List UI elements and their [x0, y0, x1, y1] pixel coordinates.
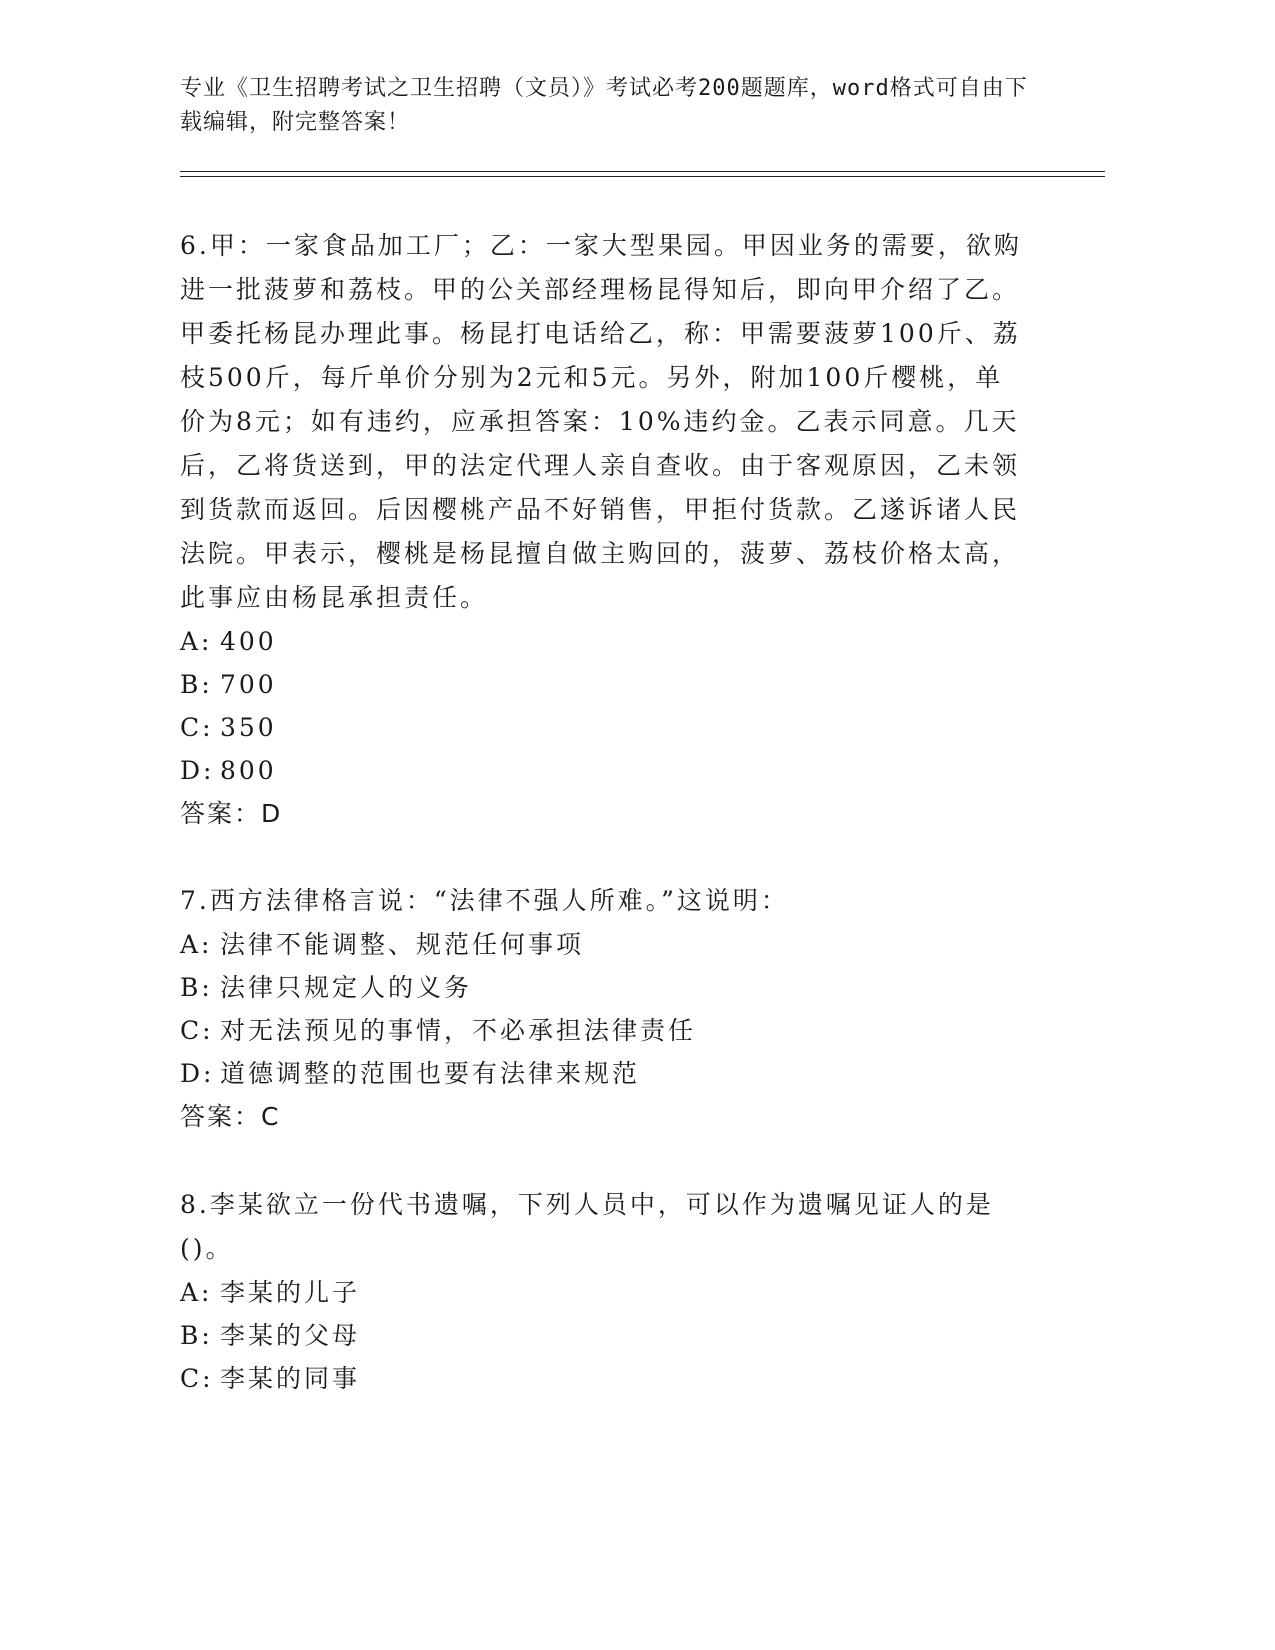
option-letter: A: — [180, 1278, 213, 1307]
option-text: 法律不能调整、规范任何事项 — [220, 930, 585, 959]
option-text: 对无法预见的事情，不必承担法律责任 — [220, 1016, 697, 1045]
question-8 — [180, 1183, 1030, 1400]
option-letter: C: — [180, 1016, 214, 1045]
question-6 — [180, 224, 1030, 836]
option-d — [180, 1052, 1030, 1095]
question-stem: 6.甲：一家食品加工厂；乙：一家大型果园。甲因业务的需要，欲购进一批菠萝和荔枝。甲的公关部经理杨昆得知后，即向甲介绍了乙。甲委托杨昆办理此事。杨昆打电话给乙，称：甲需要菠萝100斤、荔枝500斤，每斤单价分别为2元和5元。另外，附加100斤樱桃，单价为8元；如有违约，应承担答案：10%违约金。乙表示同意。几天后，乙将货送到，甲的法定代理人亲自查收。由于客观原因，乙未领到货款而返回。后因樱桃产品不好销售，甲拒付货款。乙遂诉诸人民法院。甲表示，樱桃是杨昆擅自做主购回的，菠萝、荔枝价格太高，此事应由杨昆承担责任。 — [180, 231, 1022, 612]
answer-line: 答案：D — [180, 799, 283, 828]
option-text: 350 — [220, 713, 277, 742]
option-letter: B: — [180, 1321, 213, 1350]
header-divider-bottom — [180, 176, 1105, 177]
option-text: 李某的同事 — [220, 1364, 361, 1393]
option-d — [180, 749, 1030, 792]
option-text: 法律只规定人的义务 — [220, 973, 473, 1002]
header-divider-top — [180, 171, 1105, 172]
option-letter: B: — [180, 670, 213, 699]
option-c — [180, 706, 1030, 749]
option-letter: A: — [180, 627, 213, 656]
option-c — [180, 1357, 1030, 1400]
option-text: 800 — [220, 756, 277, 785]
document-header: 专业《卫生招聘考试之卫生招聘（文员）》考试必考200题题库，word格式可自由下载编辑，附完整答案！ — [180, 76, 1028, 135]
option-letter: D: — [180, 756, 215, 785]
answer-line: 答案：C — [180, 1102, 281, 1131]
option-a — [180, 923, 1030, 966]
option-letter: C: — [180, 1364, 214, 1393]
option-a — [180, 1271, 1030, 1314]
question-stem: 8.李某欲立一份代书遗嘱，下列人员中，可以作为遗嘱见证人的是()。 — [180, 1190, 994, 1263]
option-c — [180, 1009, 1030, 1052]
option-letter: D: — [180, 1059, 215, 1088]
option-a — [180, 620, 1030, 663]
option-letter: B: — [180, 973, 213, 1002]
option-b — [180, 663, 1030, 706]
option-b — [180, 966, 1030, 1009]
option-text: 道德调整的范围也要有法律来规范 — [220, 1059, 641, 1088]
option-letter: A: — [180, 930, 213, 959]
option-text: 400 — [220, 627, 277, 656]
question-stem: 7.西方法律格言说：“法律不强人所难。”这说明： — [180, 886, 789, 915]
option-text: 李某的儿子 — [220, 1278, 361, 1307]
option-text: 李某的父母 — [220, 1321, 361, 1350]
question-7 — [180, 879, 1030, 1139]
option-b — [180, 1314, 1030, 1357]
option-text: 700 — [220, 670, 277, 699]
option-letter: C: — [180, 713, 214, 742]
